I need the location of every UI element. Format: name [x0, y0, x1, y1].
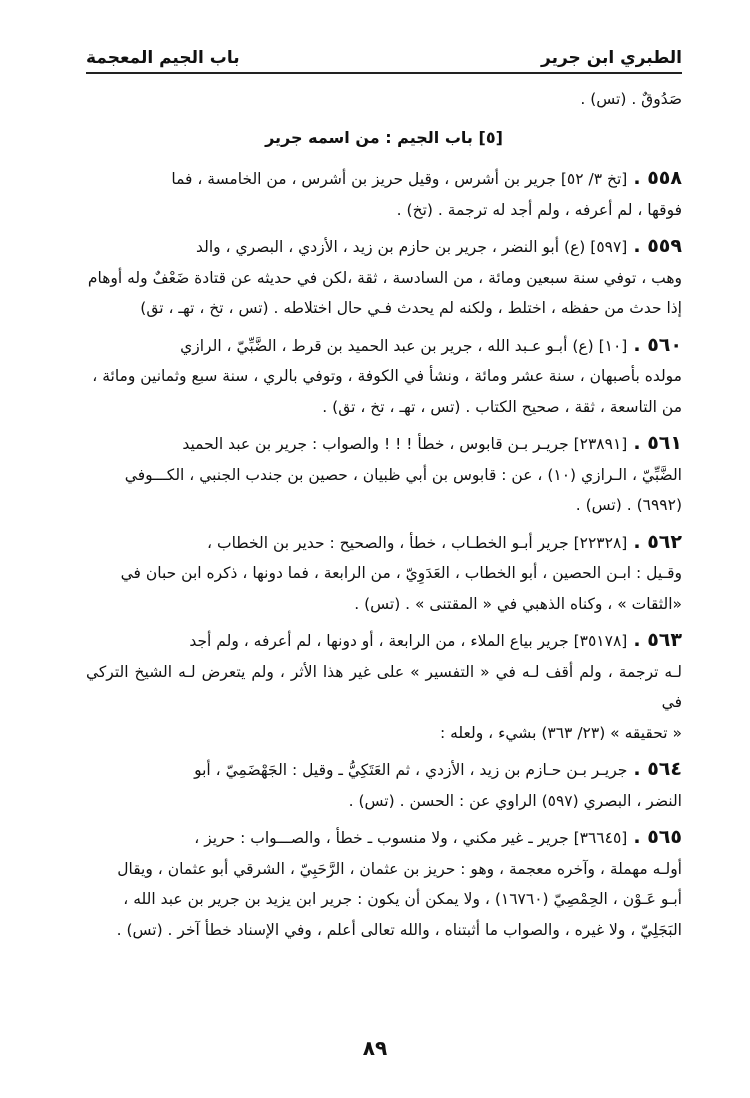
- entry-text: [٢٢٣٢٨] جرير أبـو الخطـاب ، خطأ ، والصحيح : حدير بن الخطاب ،: [207, 533, 628, 552]
- entry: [86, 527, 682, 620]
- entry: [86, 822, 682, 945]
- entry-text: الضَّبِّيّ ، الـرازي (١٠) ، عن : قابوس بن أبي ظبيان ، حصين بن جندب الجنبي ، الكـــوفي: [124, 465, 682, 484]
- entry-text: أولـه مهملة ، وآخره معجمة ، وهو : حريز بن عثمان ، الرَّحَبِيّ ، الشرقي أبو عثمان ، ويقال: [117, 859, 682, 878]
- header-left-title: باب الجيم المعجمة: [86, 48, 240, 68]
- page-body: [86, 84, 682, 945]
- entry-line: [86, 490, 682, 521]
- entry: [86, 625, 682, 748]
- entry-number: ٥٦٠ .: [633, 333, 682, 356]
- page-number: ٨٩: [362, 1036, 388, 1060]
- top-line: صَدُوقٌ . (تس) .: [580, 90, 682, 108]
- entry: [86, 163, 682, 225]
- entry-line: [86, 361, 682, 392]
- entry-number: ٥٦٢ .: [633, 530, 682, 553]
- entry-line: [86, 231, 682, 263]
- entry-number: ٥٥٨ .: [633, 167, 682, 189]
- entry-number: ٥٦٥ .: [633, 826, 682, 848]
- entry: [86, 330, 682, 423]
- entry-text: لـه ترجمة ، ولم أقف لـه في « التفسير » على غير هذا الأثر ، ولم يتعرض لـه الشيخ التركي في: [86, 662, 682, 711]
- entry-line: [86, 460, 682, 491]
- entry-text: فوقها ، لم أعرفه ، ولم أجد له ترجمة . (تخ) .: [396, 200, 682, 219]
- entry-line: [86, 884, 682, 915]
- entry-line: [86, 657, 682, 718]
- entry-text: [١٠] (ع) أبـو عـبد الله ، جرير بن عبد الحميد بن قرط ، الضَّبِّيّ ، الرازي: [180, 336, 628, 355]
- entry-line: [86, 718, 682, 749]
- entry-text: وهب ، توفي سنة سبعين ومائة ، من السادسة ، ثقة ،لكن في حديثه عن قتادة ضَعْفٌ وله أوهام: [87, 268, 682, 287]
- entry-line: [86, 293, 682, 324]
- entry-text: من التاسعة ، ثقة ، صحيح الكتاب . (تس ، تهـ ، تخ ، تق) .: [322, 397, 682, 416]
- entry-line: [86, 163, 682, 195]
- entry: [86, 754, 682, 816]
- entry-number: ٥٦١ .: [633, 432, 682, 454]
- entry-text: [٢٣٨٩١] جريـر بـن قابوس ، خطأ ! ! ! والصواب : جرير بن عبد الحميد: [182, 435, 628, 453]
- entry-line: [86, 263, 682, 294]
- entry-text: مولده بأصبهان ، سنة عشر ومائة ، ونشأ في الكوفة ، وتوفي بالري ، سنة سبع وثمانين ومائة ،: [92, 367, 682, 385]
- entry-line: [86, 915, 682, 946]
- entry-line: [86, 195, 682, 226]
- entry: [86, 428, 682, 521]
- entries-list: [86, 163, 682, 945]
- entry-text: إذا حدث من حفظه ، اختلط ، ولكنه لم يحدث فـي حال اختلاطه . (تس ، تخ ، تهـ ، تق): [140, 299, 682, 317]
- entry-line: [86, 527, 682, 559]
- entry: [86, 231, 682, 324]
- entry-line: [86, 754, 682, 786]
- entry-line: [86, 625, 682, 657]
- entry-line: [86, 392, 682, 423]
- running-header: [86, 34, 682, 74]
- entry-line: [86, 822, 682, 854]
- entry-line: [86, 330, 682, 362]
- entry-text: [تخ ٣/ ٥٢] جرير بن أشرس ، وقيل حريز بن أشرس ، من الخامسة ، فما: [171, 170, 628, 188]
- entry-text: « تحقيقه » (٢٣/ ٣٦٣) بشيء ، ولعله :: [439, 723, 682, 742]
- header-right-title: الطبري ابن جرير: [541, 48, 682, 68]
- entry-text: (٦٩٩٢) . (تس) .: [575, 496, 682, 514]
- entry-number: ٥٥٩ .: [633, 235, 682, 257]
- entry-text: جريـر بـن حـازم بن زيد ، الأزدي ، ثم العَتَكِيُّ ـ وقيل : الجَهْضَمِيّ ، أبو: [194, 761, 628, 779]
- entry-text: وقـيل : ابـن الحصين ، أبو الخطاب ، العَدَوِيّ ، من الرابعة ، فما دونها ، ذكره ابن حبان في: [120, 564, 682, 582]
- entry-text: «الثقات » ، وكناه الذهبي في « المقتنى » . (تس) .: [354, 594, 682, 613]
- entry-text: أبـو عَـوْن ، الحِمْصِيّ (١٦٧٦٠) ، ولا يمكن أن يكون : جرير ابن يزيد بن جرير بن عبد الله ،: [123, 890, 682, 908]
- entry-line: [86, 558, 682, 589]
- entry-text: [٣٥١٧٨] جرير بياع الملاء ، من الرابعة ، أو دونها ، لم أعرفه ، ولم أجد: [189, 632, 628, 650]
- entry-line: [86, 854, 682, 885]
- entry-text: البَجَلِيّ ، ولا غيره ، والصواب ما أثبتناه ، والله تعالى أعلم ، وفي الإسناد خطأ آخر . (تس) .: [116, 920, 682, 939]
- entry-line: [86, 428, 682, 460]
- entry-text: [٣٦٦٤٥] جرير ـ غير مكني ، ولا منسوب ـ خطأ ، والصـــواب : حريز ،: [194, 829, 628, 847]
- entry-line: [86, 786, 682, 817]
- entry-line: [86, 589, 682, 620]
- entry-text: [٥٩٧] (ع) أبو النضر ، جرير بن حازم بن زيد ، الأزدي ، البصري ، والد: [195, 238, 628, 256]
- section-title: [٥] باب الجيم : من اسمه جرير: [265, 127, 503, 147]
- entry-text: النضر ، البصري (٥٩٧) الراوي عن : الحسن . (تس) .: [348, 791, 682, 810]
- entry-number: ٥٦٤ .: [633, 758, 682, 780]
- entry-number: ٥٦٣ .: [633, 629, 682, 651]
